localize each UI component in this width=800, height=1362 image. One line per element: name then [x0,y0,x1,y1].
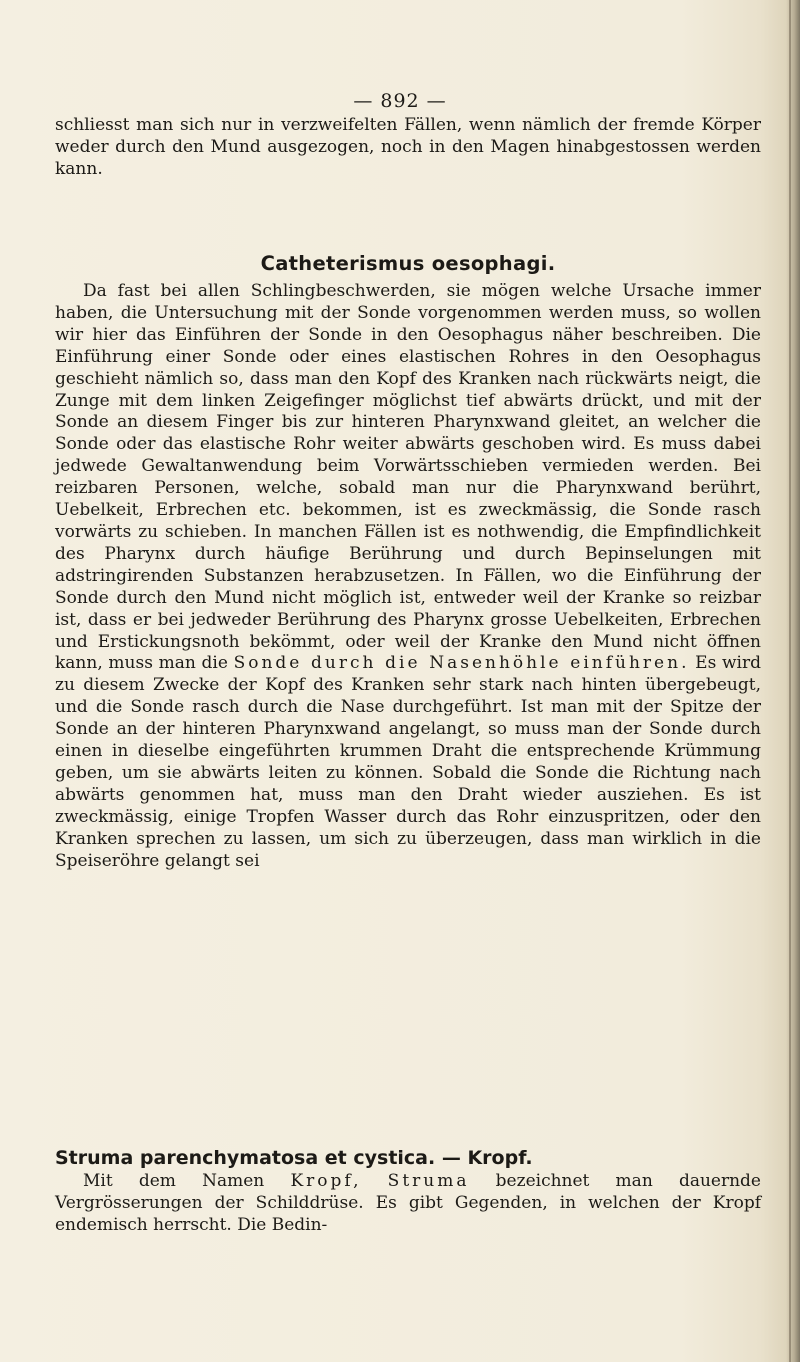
term-kropf: Kropf, [290,1170,362,1191]
struma-heading-paragraph [55,1148,761,1171]
catheterismus-paragraph [55,281,761,872]
catheterismus-text-part2: Es wird zu diesem Zwecke der Kopf des Kranken sehr stark nach hinten übergebeugt, und die Sonde rasch durch die Nase durchgeführt. Ist man mit der Spitze der Sonde an der hinteren Pharynxwand angelangt, so muss man der Sonde durch einen in dieselbe eingeführten krummen Draht die entsprechende Krümmung geben, um sie abwärts leiten zu können. Sobald die Sonde die Richtung nach abwärts genommen hat, muss man den Draht wieder ausziehen. Es ist zweckmässig, einige Tropfen Wasser durch das Rohr einzuspritzen, oder den Kranken sprechen zu lassen, um sich zu überzeugen, dass man wirklich in die Speiseröhre gelangt sei [55,653,761,871]
struma-paragraph [55,1171,761,1237]
section-body-catheterismus [55,281,761,872]
page-edge-shadow [786,0,800,1362]
struma-text-lead: Mit dem Namen [83,1170,291,1191]
catheterismus-emphasis: Sonde durch die Nasenhöhle einführen. [233,653,690,674]
section-struma [55,1148,761,1237]
intro-text: schliesst man sich nur in verzweifelten Fällen, wenn nämlich der fremde Körper weder durch den Mund ausgezogen, noch in den Magen hinabgestossen werden kann. [55,115,761,179]
catheterismus-text-part1: Da fast bei allen Schlingbeschwerden, sie mögen welche Ursache immer haben, die Untersuchung mit der Sonde vorgenommen werden muss, so wollen wir hier das Einführen der Sonde in den Oesophagus näher beschreiben. Die Einführung einer Sonde oder eines elastischen Rohres in den Oesophagus geschieht nämlich so, dass man den Kopf des Kranken nach rückwärts neigt, die Zunge mit dem linken Zeigefinger möglichst tief abwärts drückt, und mit der Sonde an diesem Finger bis zur hinteren Pharynxwand gleitet, an welcher die Sonde oder das elastische Rohr weiter abwärts geschoben wird. Es muss dabei jedwede Gewaltanwendung beim Vorwärtsschieben vermieden werden. Bei reizbaren Personen, welche, sobald man nur die Pharynxwand berührt, Uebelkeit, Erbrechen etc. bekommen, ist es zweckmässig, die Sonde rasch vorwärts zu schieben. In manchen Fällen ist es nothwendig, die Empfindlichkeit des Pharynx durch häufige Berührung und durch Bepinselungen mit adstringirenden Substanzen herabzusetzen. In Fällen, wo die Einführung der Sonde durch den Mund nicht möglich ist, entweder weil der Kranke so reizbar ist, dass er bei jedweder Berührung des Pharynx grosse Uebelkeiten, Erbrechen und Erstickungsnoth bekömmt, oder weil der Kranke den Mund nicht öffnen kann, muss man die [55,281,761,674]
intro-paragraph [55,115,761,181]
struma-text-rest: bezeichnet man dauernde Vergrösserungen der Schilddrüse. Es gibt Gegenden, in welchen der Kropf endemisch herrscht. Die Bedin- [55,1170,761,1235]
section-heading-struma: Struma parenchymatosa et cystica. — Kropf. [55,1147,533,1169]
section-heading-catheterismus: Catheterismus oesophagi. [260,252,556,275]
term-struma: Struma [387,1170,470,1191]
page-number: — 892 — [353,90,447,112]
